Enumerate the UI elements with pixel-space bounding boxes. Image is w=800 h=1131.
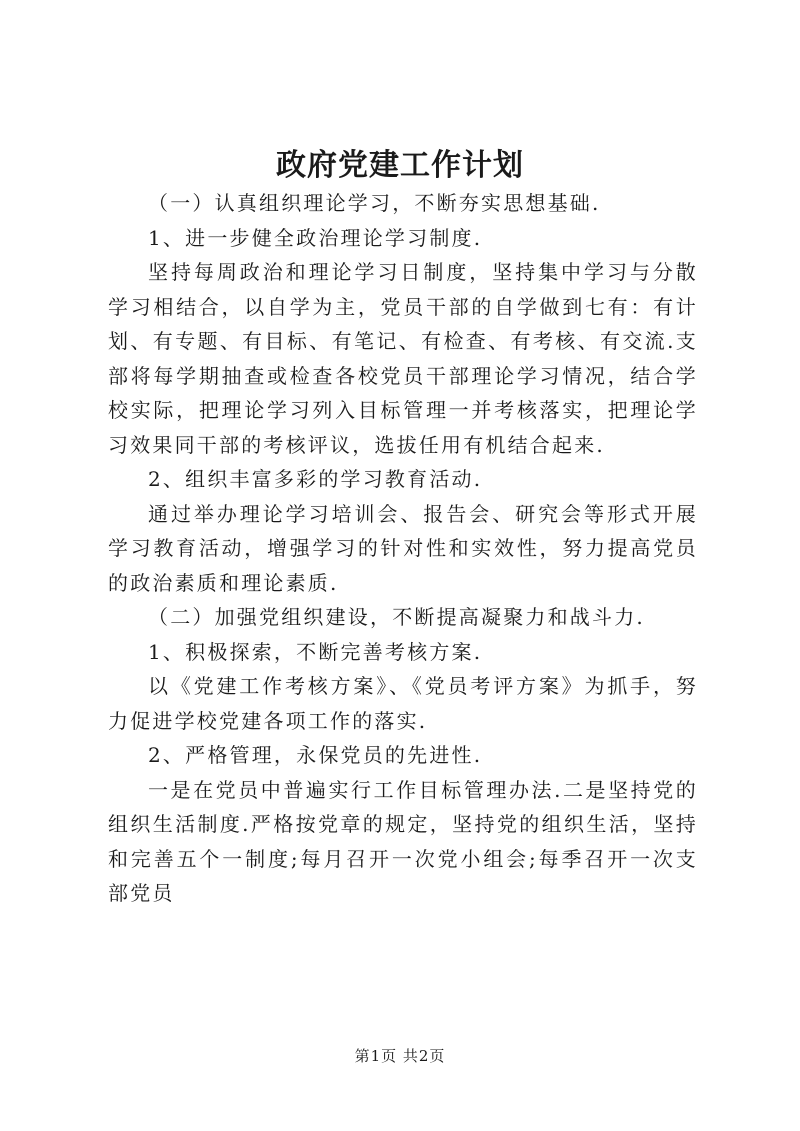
section-heading-2: （二）加强党组织建设，不断提高凝聚力和战斗力. [148,605,645,629]
page-indicator: 第1页 共2页 [354,1047,446,1065]
body-paragraph: 坚持每周政治和理论学习日制度，坚持集中学习与分散学习相结合，以自学为主，党员干部的自学做到七有：有计划、有专题、有目标、有笔记、有检查、有考核、有交流.支部将每学期抽查或检查各校党员干部理论学习情况，结合学校实际，把理论学习列入目标管理一并考核落实，把理论学习效果同干部的考核评议，选拔任用有机结合起来. [108,260,698,457]
body-paragraph: 以《党建工作考核方案》、《党员考评方案》为抓手，努力促进学校党建各项工作的落实. [108,674,698,733]
subheading-1-1: 1、进一步健全政治理论学习制度. [148,225,483,250]
document-body [108,186,698,911]
body-paragraph: 通过举办理论学习培训会、报告会、研究会等形式开展学习教育活动，增强学习的针对性和实效性，努力提高党员的政治素质和理论素质. [108,501,698,595]
subheading-1-2: 2、组织丰富多彩的学习教育活动. [148,467,483,491]
subheading-2-2: 2、严格管理，永保党员的先进性. [148,743,483,767]
section-heading-1: （一）认真组织理论学习，不断夯实思想基础. [148,191,601,215]
body-paragraph: 一是在党员中普遍实行工作目标管理办法.二是坚持党的组织生活制度.严格按党章的规定，坚持党的组织生活，坚持和完善五个一制度;每月召开一次党小组会;每季召开一次支部党员 [108,777,698,905]
subheading-2-1: 1、积极探索，不断完善考核方案. [148,639,483,664]
document-title: 政府党建工作计划 [276,148,524,183]
